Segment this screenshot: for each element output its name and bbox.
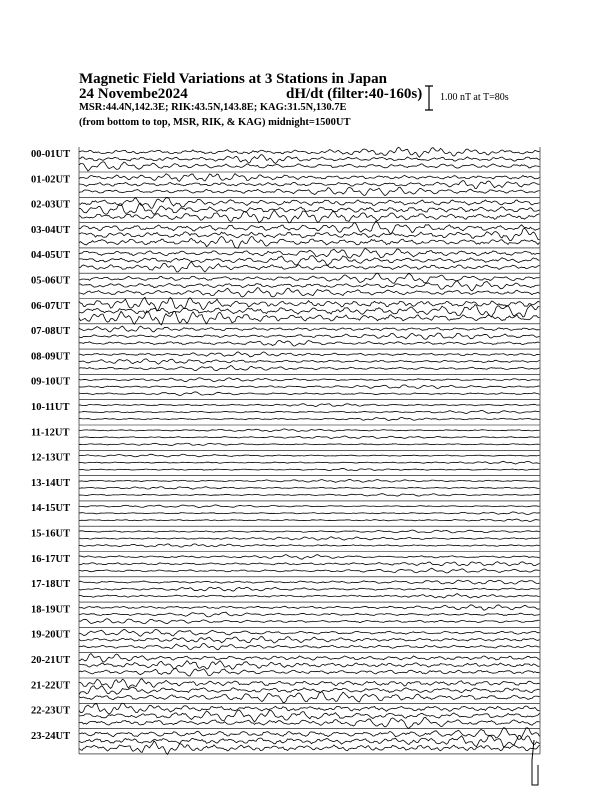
hour-label: 13-14UT — [31, 477, 71, 489]
trace-msr — [79, 468, 540, 470]
trace-excursion — [532, 740, 538, 785]
trace-rik — [79, 305, 540, 317]
trace-msr — [79, 210, 540, 223]
trace-kag — [79, 326, 540, 332]
trace-msr — [79, 366, 540, 371]
trace-msr — [79, 717, 540, 728]
trace-kag — [79, 248, 540, 258]
trace-kag — [79, 629, 540, 636]
trace-rik — [79, 280, 540, 290]
trace-kag — [79, 654, 540, 662]
trace-rik — [79, 461, 540, 464]
hour-label: 04-05UT — [31, 250, 71, 262]
hour-label: 21-22UT — [31, 680, 71, 692]
trace-msr — [79, 392, 540, 395]
trace-rik — [79, 537, 540, 540]
hour-label: 12-13UT — [31, 452, 71, 464]
hour-frame — [79, 400, 540, 425]
hour-label: 23-24UT — [31, 730, 71, 742]
trace-rik — [79, 256, 540, 266]
trace-kag — [79, 555, 540, 560]
trace-rik — [79, 359, 540, 364]
trace-rik — [79, 612, 540, 617]
trace-rik — [79, 228, 540, 241]
hour-label: 10-11UT — [31, 402, 70, 413]
chart-quantity: dH/dt (filter:40-160s) — [286, 86, 423, 102]
hour-label: 02-03UT — [31, 199, 71, 211]
trace-msr — [79, 162, 540, 171]
hour-label: 05-06UT — [31, 275, 71, 287]
hour-label: 08-09UT — [31, 351, 71, 363]
trace-msr — [79, 187, 540, 196]
trace-rik — [79, 562, 540, 566]
hour-label: 03-04UT — [31, 224, 71, 236]
hour-label: 17-18UT — [31, 579, 71, 591]
trace-kag — [79, 404, 540, 407]
trace-rik — [79, 333, 540, 339]
station-coordinates: MSR:44.4N,142.3E; RIK:43.5N,143.8E; KAG:31.5N,130.7E — [79, 102, 347, 113]
trace-rik — [79, 587, 540, 591]
hour-label: 07-08UT — [31, 326, 71, 338]
trace-msr — [79, 643, 540, 649]
trace-kag — [79, 580, 540, 584]
trace-kag — [79, 429, 540, 432]
trace-rik — [79, 180, 540, 188]
hour-label: 22-23UT — [31, 705, 71, 717]
hour-label: 14-15UT — [31, 503, 71, 515]
hour-label: 15-16UT — [31, 528, 71, 540]
hour-label: 20-21UT — [31, 655, 71, 666]
trace-kag — [79, 352, 540, 357]
trace-kag — [79, 198, 540, 208]
hour-label: 06-07UT — [31, 300, 71, 312]
station-order-note: (from bottom to top, MSR, RIK, & KAG) midnight=1500UT — [79, 117, 351, 128]
trace-rik — [79, 661, 540, 670]
trace-msr — [79, 341, 540, 346]
trace-kag — [79, 679, 540, 689]
trace-rik — [79, 686, 540, 695]
trace-kag — [79, 703, 540, 714]
trace-msr — [79, 741, 540, 754]
trace-kag — [79, 378, 540, 382]
trace-msr — [79, 417, 540, 420]
trace-msr — [79, 544, 540, 547]
hour-label: 18-19UT — [31, 604, 71, 616]
trace-rik — [79, 735, 540, 747]
trace-msr — [79, 236, 540, 248]
chart-date: 24 Novembe2024 — [79, 86, 188, 102]
trace-kag — [79, 454, 540, 457]
trace-msr — [79, 668, 540, 675]
hour-label: 09-10UT — [31, 376, 71, 388]
trace-msr — [79, 568, 540, 573]
trace-rik — [79, 512, 540, 515]
hour-label: 11-12UT — [31, 427, 70, 439]
trace-msr — [79, 619, 540, 624]
trace-rik — [79, 710, 540, 722]
chart-title: Magnetic Field Variations at 3 Stations in Japan — [79, 71, 387, 87]
trace-rik — [79, 436, 540, 439]
trace-msr — [79, 262, 540, 272]
trace-kag — [79, 273, 540, 283]
trace-kag — [79, 505, 540, 508]
hour-label: 19-20UT — [31, 629, 71, 641]
trace-msr — [79, 519, 540, 521]
trace-msr — [79, 443, 540, 445]
trace-rik — [79, 487, 540, 489]
trace-kag — [79, 147, 540, 157]
trace-rik — [79, 385, 540, 389]
scale-bar — [425, 86, 433, 110]
trace-kag — [79, 530, 540, 533]
hour-label: 01-02UT — [31, 174, 71, 186]
hour-label: 16-17UT — [31, 553, 71, 565]
trace-msr — [79, 311, 540, 325]
trace-msr — [79, 494, 540, 496]
trace-kag — [79, 174, 540, 182]
trace-rik — [79, 637, 540, 643]
trace-rik — [79, 155, 540, 164]
trace-rik — [79, 411, 540, 414]
trace-kag — [79, 728, 540, 740]
hour-label: 00-01UT — [31, 149, 71, 160]
trace-kag — [79, 479, 540, 482]
trace-kag — [79, 605, 540, 610]
scale-bar-label: 1.00 nT at T=80s — [440, 92, 509, 103]
trace-msr — [79, 594, 540, 598]
